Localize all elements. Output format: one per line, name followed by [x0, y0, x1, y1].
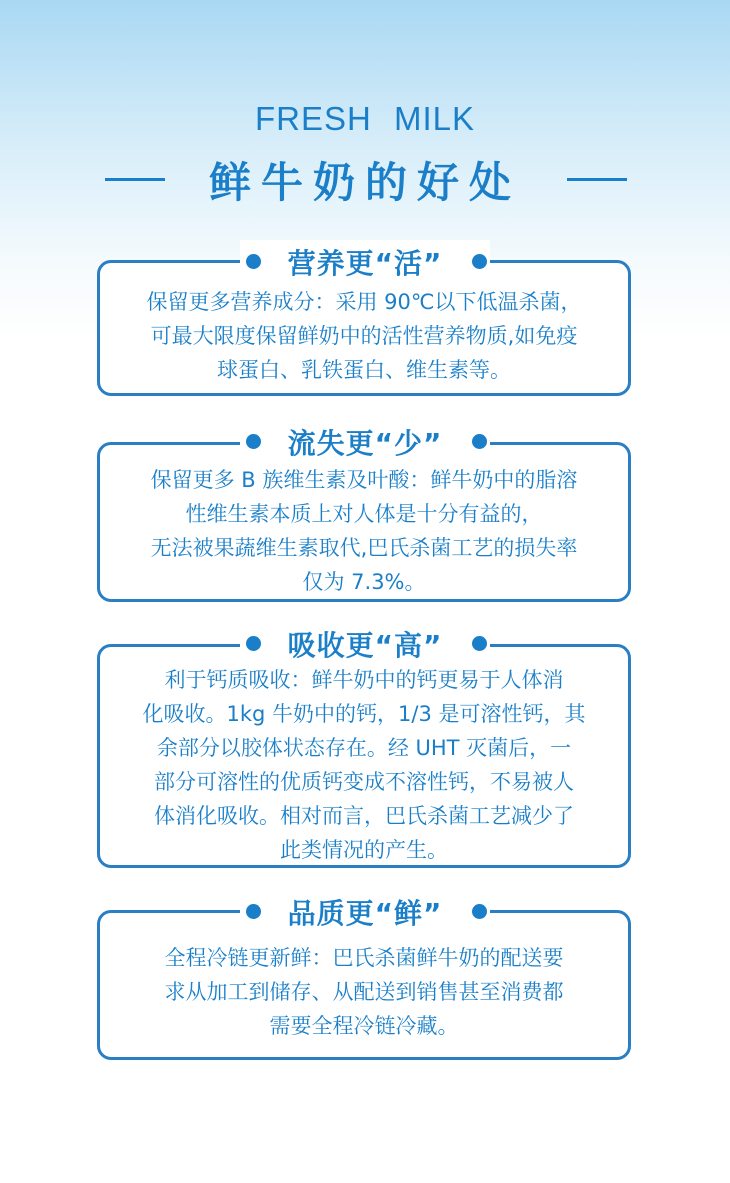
section-heading	[0, 420, 730, 464]
body-line: 求从加工到储存、从配送到销售甚至消费都	[164, 980, 564, 1004]
page-title: 鲜牛奶的好处	[208, 158, 521, 207]
body-line: 需要全程冷链冷藏。	[269, 1014, 459, 1038]
body-line: 利于钙质吸收：鲜牛奶中的钙更易于人体消	[164, 668, 564, 692]
body-line: 全程冷链更新鲜：巴氏杀菌鲜牛奶的配送要	[164, 946, 564, 970]
section-body	[100, 463, 628, 599]
body-line: 仅为 7.3%。	[302, 570, 426, 594]
body-line: 性维生素本质上对人体是十分有益的，	[185, 502, 543, 526]
body-line: 无法被果蔬维生素取代,巴氏杀菌工艺的损失率	[150, 536, 578, 560]
section-card	[97, 442, 631, 602]
section-body	[100, 285, 628, 387]
body-line: 保留更多 B 族维生素及叶酸：鲜牛奶中的脂溶	[150, 468, 578, 492]
section-heading-text: 营养更“活”	[287, 247, 443, 280]
section-card	[97, 644, 631, 868]
body-line: 可最大限度保留鲜奶中的活性营养物质,如免疫	[150, 324, 578, 348]
section-heading-text: 流失更“少”	[287, 427, 443, 460]
title-divider-right	[567, 178, 627, 181]
section-body	[100, 663, 628, 867]
section-body	[100, 941, 628, 1043]
page-subtitle: FRESH MILK	[254, 100, 476, 137]
body-line: 此类情况的产生。	[280, 838, 448, 862]
body-line: 球蛋白、乳铁蛋白、维生素等。	[217, 358, 511, 382]
body-line: 化吸收。1kg 牛奶中的钙，1/3 是可溶性钙，其	[142, 702, 586, 726]
section-heading	[0, 890, 730, 934]
body-line: 体消化吸收。相对而言，巴氏杀菌工艺减少了	[154, 804, 574, 828]
section-heading	[0, 240, 730, 284]
body-line: 余部分以胶体状态存在。经 UHT 灭菌后，一	[156, 736, 572, 760]
section-heading-text: 吸收更“高”	[287, 629, 443, 662]
section-heading	[0, 622, 730, 666]
title-row	[0, 148, 730, 208]
body-line: 部分可溶性的优质钙变成不溶性钙，不易被人	[154, 770, 574, 794]
body-line: 保留更多营养成分：采用 90℃以下低温杀菌，	[146, 290, 582, 314]
header	[0, 0, 730, 220]
section-heading-text: 品质更“鲜”	[287, 897, 443, 930]
